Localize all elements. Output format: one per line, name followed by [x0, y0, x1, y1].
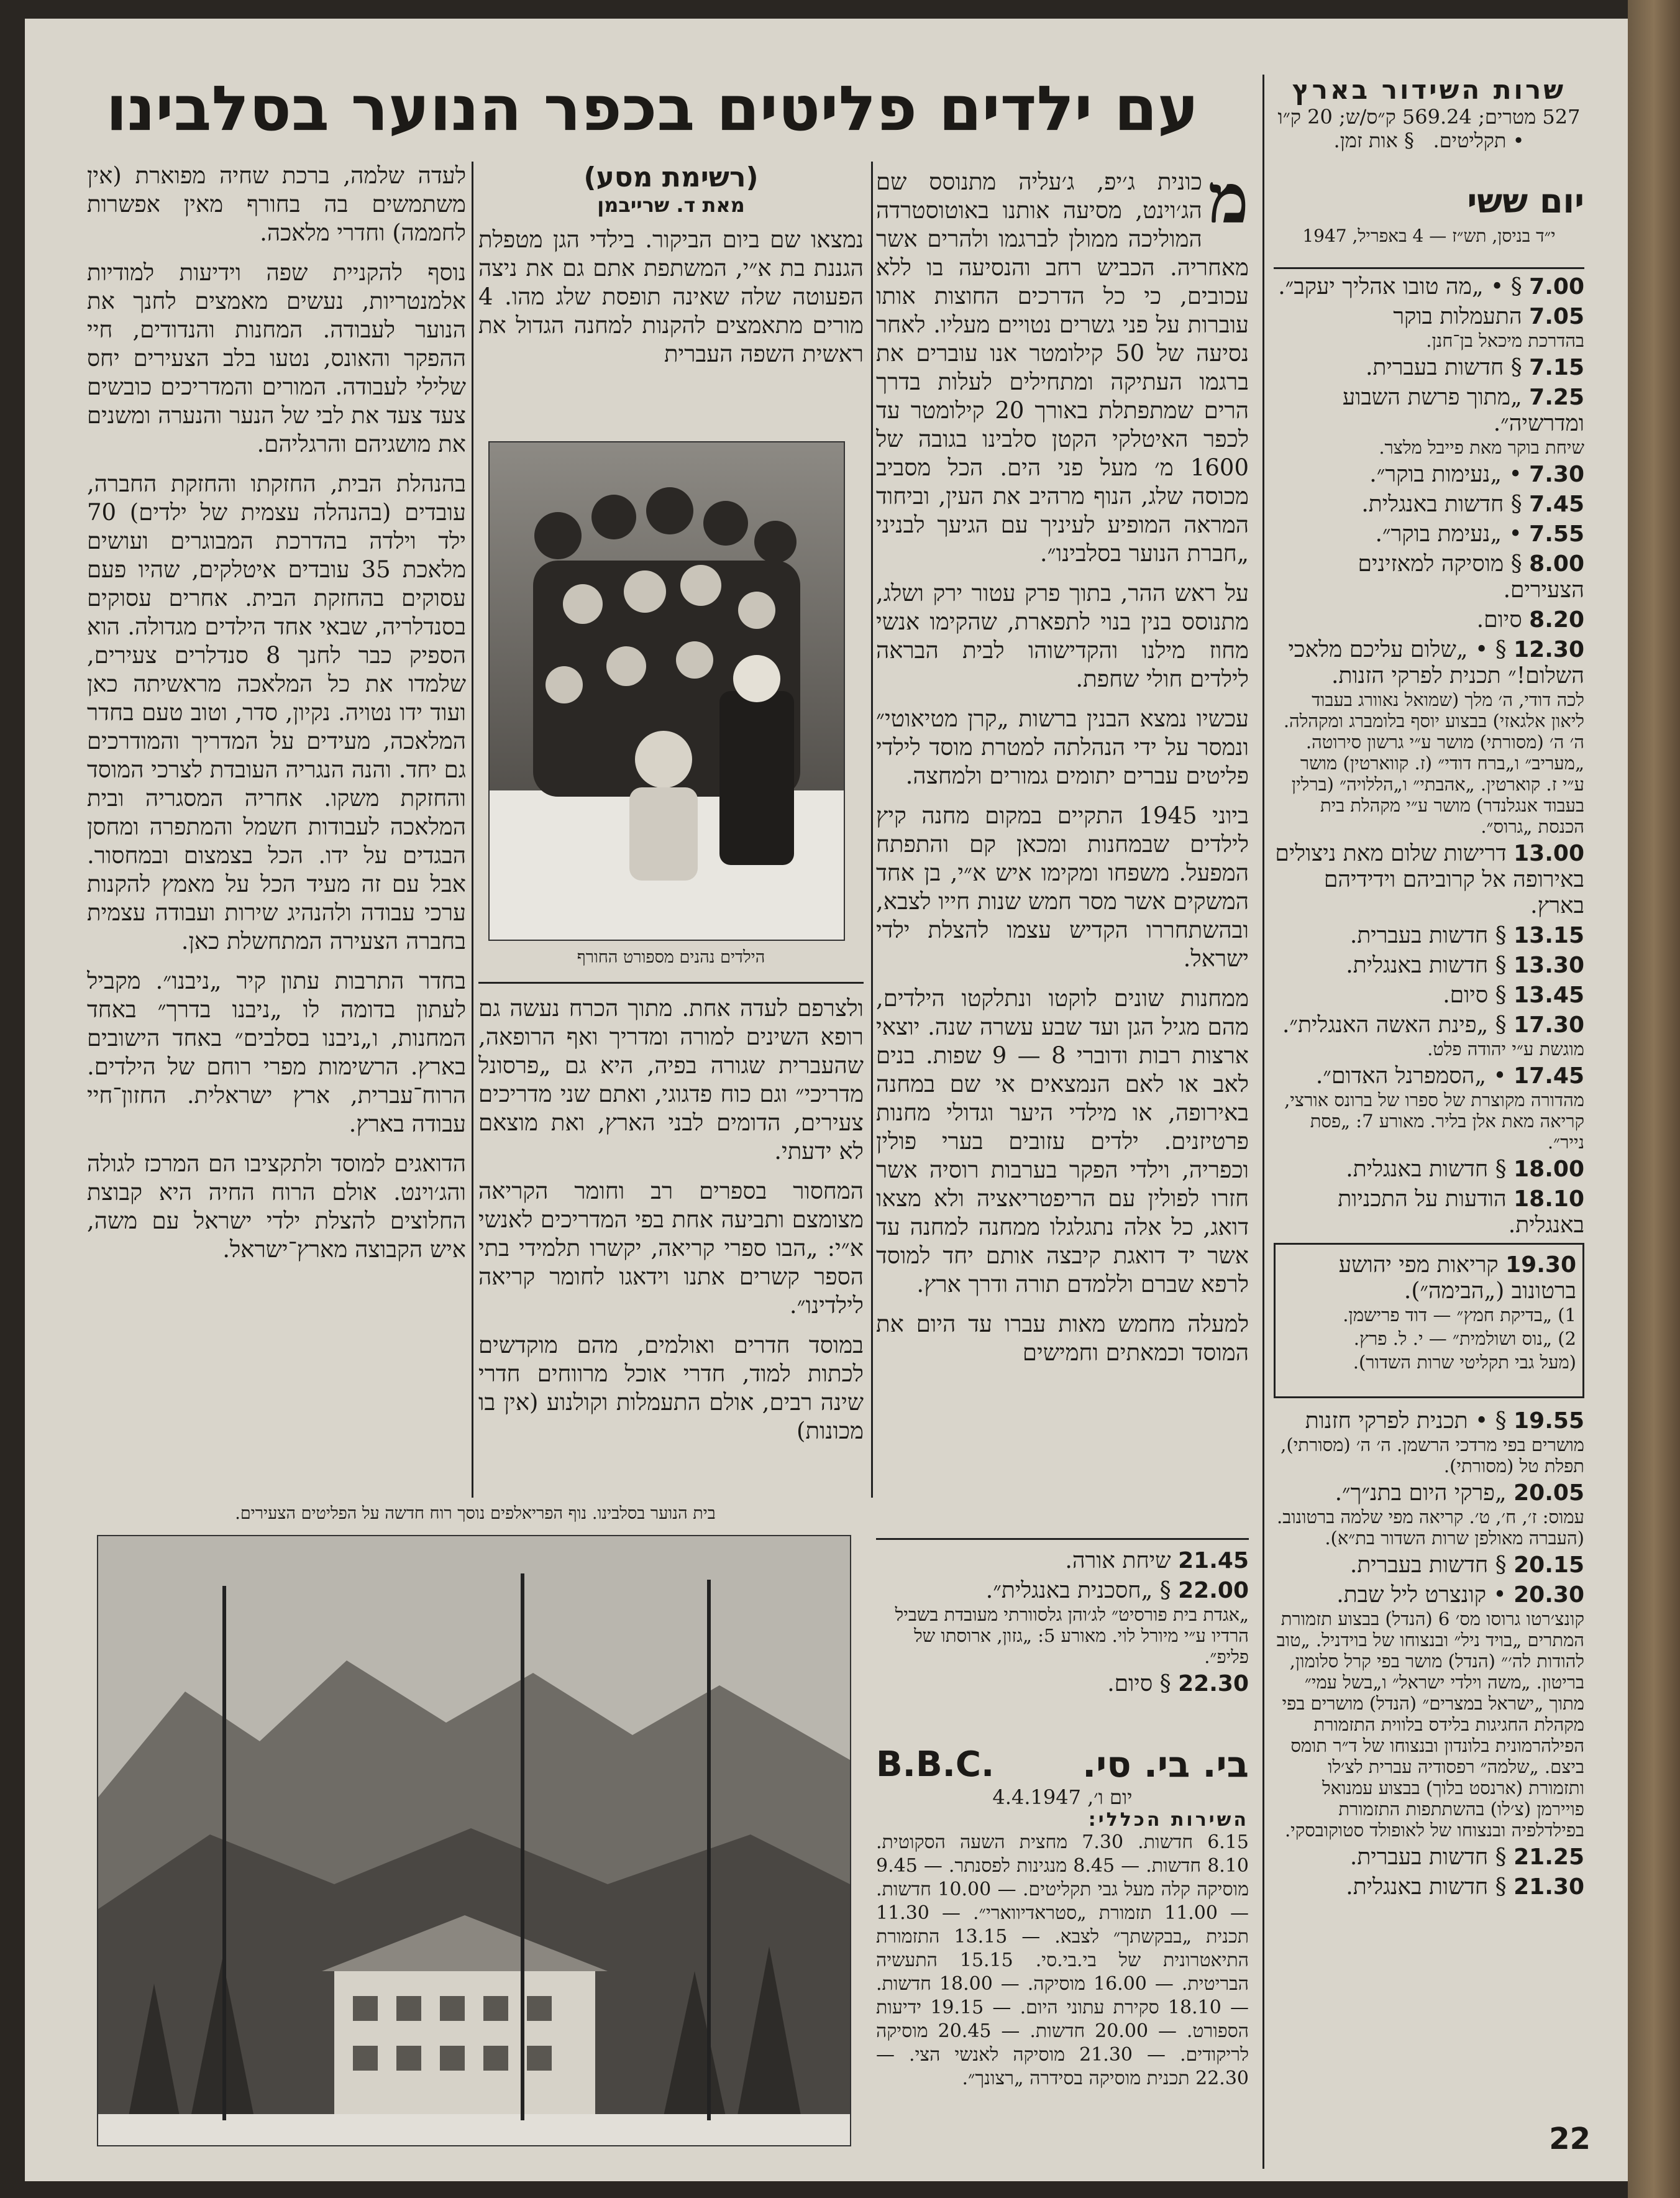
article-subtitle: (רשימת מסע) — [583, 162, 759, 193]
column-rule — [1262, 75, 1264, 2169]
schedule-item — [1274, 1552, 1584, 1578]
schedule-item — [1274, 607, 1584, 633]
schedule-item — [1274, 1844, 1584, 1871]
day-date: י״ד בניסן, תש״ז — 4 באפריל, 1947 — [1302, 226, 1556, 246]
column-rule — [871, 162, 873, 1498]
article-paragraph: ביוני 1945 התקיים במקום מחנה קיץ לילדים שבמחנות ומכאן קם והתפתח המפעל. משפחו ומקימו איש א״י, בן אחד המשקים אשר מסר חמש שנות חייו לצבא, ובהשתחררו הקדיש עצמו להצלת ילדי ישראל. — [876, 802, 1249, 972]
schedule-time: 8.00 — [1529, 551, 1584, 577]
home-photo — [97, 1535, 851, 2146]
schedule-time: 17.30 — [1513, 1012, 1584, 1038]
divider — [876, 1538, 1249, 1540]
station-title: שרות השידור בארץ — [1292, 75, 1566, 105]
article-paragraph: ממחנות שונים לוקטו ונתלקטו הילדים, מהם מגיל הגן ועד שבע עשרה שנה. יוצאי ארצות רבות ודוברי 8 — 9 שפות. בנים לאב או לאם הנמצאים אי שם במחנה באירופה, או מילדי היער וגדולי מחנות פרטיזנים. ילדים עזובים בערי פולין וכפריה, וילדי הפקר בערבות רוסיה אשר חזרו לפולין עם הריפטריאציה ולא מצאו דואג, כל אלה נתגלגלו ממחנה למחנה עד אשר יד דואגת קיבצה אותם יחד למוסד לרפא שברם וללמדם תורה ודרך ארץ. — [876, 985, 1249, 1298]
article-column-2-top — [478, 162, 864, 441]
day-title: יום ששי — [1467, 181, 1584, 221]
book-edge — [1628, 0, 1680, 2198]
schedule-title: § • „מה טובו אהליך יעקב״. — [1278, 274, 1522, 300]
article-paragraph: בחדר התרבות עתון קיר „ניבנו״. מקביל לעתון בדומה לו „ניבנו בדרך״ באחד המחנות, ו„ניבנו בסלבים״ באחד הישובים בארץ. הרשימות מפרי רוחם של הילדים. הרוח־עברית, ארץ ישראלית. החזון־חיי עבודה בארץ. — [87, 968, 466, 1137]
article-column-2-bottom — [478, 994, 864, 1491]
article-paragraph: המחסור בספרים רב וחומר הקריאה מצומצם ותביעה אחת בפי המדריכים לאנשי א״י: „הבו ספרי קריאה, יקשרו תלמידי בתי הספר קשרים אתנו וידאגו לחומר קריאה לילדינו״. — [478, 1178, 864, 1319]
schedule-title: • „נעימת בוקר״. — [1375, 521, 1522, 547]
schedule-time: 8.20 — [1529, 607, 1584, 633]
schedule-title: • „נעימות בוקר״. — [1369, 462, 1522, 487]
schedule-item — [1274, 1186, 1584, 1234]
schedule-note: לכה דודי, ה׳ מלך (שמואל נאוורג בעבוד ליאון אלגאזי) בבצוע יוסף בלומברג ומקהלה. ה׳ ה׳ (מסורתי) מושר ע״י גרשון סירוטה. „מעריב״ ו„ברח דודי״ (ז. קווארטין) מושר ע״י ז. קוארטין. „אהבתי״ ו„הללויה״ (ברלין בעבוד אנגלנדר) מושר ע״י מקהלת בית הכנסת „גרוס״. — [1283, 689, 1584, 837]
article-paragraph: במוסד חדרים ואולמים, מהם מוקדשים לכתות למוד, חדרי אוכל מרווחים חדרי שינה רבים, אולם התעמלות וקולנוע (אין בו מכונות) — [478, 1332, 864, 1444]
article-headline: עם ילדים פליטים בכפר הנוער בסלבינו — [106, 72, 1199, 145]
column-rule — [472, 162, 473, 1498]
schedule-time: 20.30 — [1513, 1582, 1584, 1608]
schedule-note: מהדורה מקוצרת של ספרו של ברונס אורצי, קריאה מאת אלן בליר. מאורע 7: „פסת נייר״. — [1284, 1089, 1584, 1153]
divider — [478, 982, 864, 984]
schedule-title: § „חסכנית באנגלית״. — [985, 1578, 1171, 1603]
children-photo — [488, 441, 845, 941]
schedule-title: § חדשות בעברית. — [1349, 1844, 1507, 1870]
bbc-title-english: B.B.C. — [876, 1744, 995, 1785]
article-byline: מאת ד. שרייבמן — [597, 193, 745, 217]
bbc-day: יום ו׳, — [1087, 1785, 1133, 1809]
schedule-item — [1274, 1408, 1584, 1434]
schedule-time: 17.45 — [1513, 1063, 1584, 1089]
bbc-title-hebrew: בי. בי. סי. — [1082, 1743, 1249, 1785]
article-paragraph: בהנהלת הבית, החזקתו והחזקת החברה, עובדים (בהנהלה עצמית של ילדים) 70 ילד וילדה בהדרכת המבוגרים ועושים מלאכת 35 עובדים איטלקים, שהיו פעם עסוקים בהחזקת הבית. אחרים עסוקים בסנדלריה, שבאי אחד הילדים מגדולה. הוא הספיק כבר לחנך 8 סנדלרים צעירים, שלמדו את כל המלאכה מראשיתה כאן ועוד ידו נטויה. נקיון, סדר, וטוב טעם בחדר המלאכה, מעידים על המדריך והמודרכים גם יחד. והנה הנגריה העובדת לצרכי המוסד והחזקת משקו. אחריה המסגריה ובית המלאכה לעבודות חשמל והמתפרה ומחסן הבגדים על ידו. הכל בצמצום ובמחסור. אבל עם זה מעיד הכל על מאמץ להקנות ערכי עבודה ולהנהיג שירות ועבודה עצמית בחברה הצעירה המתחשלת כאן. — [87, 470, 466, 955]
radio-schedule — [1274, 270, 1584, 1234]
schedule-item — [1274, 982, 1584, 1009]
schedule-title: § חדשות באנגלית. — [1346, 953, 1507, 978]
radio-schedule-evening — [1274, 1404, 1584, 2169]
schedule-note: בהדרכת מיכאל בן־חנן. — [1426, 330, 1584, 351]
day-header — [1274, 181, 1584, 268]
schedule-title: „פרקי היום בתנ״ך״. — [1335, 1480, 1507, 1506]
station-frequency: 527 מטרים; 569.24 ק״ס/ש; 20 ק״ו — [1277, 105, 1581, 129]
schedule-time: 13.00 — [1513, 841, 1584, 866]
schedule-note: שיחת בוקר מאת פייבל מלצר. — [1379, 437, 1584, 458]
schedule-title: § • „שלום עליכם מלאכי השלום!״ תכנית לפרקי הזנות. — [1288, 637, 1584, 689]
children-snow-photo — [490, 442, 844, 940]
photo-caption: בית הנוער בסלבינו. נוף הפריאלפים נוסך רוח חדשה על הפליטים הצעירים. — [235, 1504, 716, 1523]
schedule-item — [1274, 923, 1584, 949]
schedule-title: • קונצרט ליל שבת. — [1336, 1582, 1507, 1608]
schedule-time: 21.45 — [1178, 1548, 1249, 1573]
schedule-note: עמוס: ז׳, ח׳, ט׳. קריאה מפי שלמה ברטונוב. (העברה מאולפן שרות השדור בת״א). — [1277, 1506, 1584, 1549]
schedule-title: • „הסמפרנל האדום״. — [1315, 1063, 1507, 1089]
schedule-time: 7.45 — [1529, 492, 1584, 517]
schedule-time: 20.05 — [1513, 1480, 1584, 1506]
schedule-item — [1274, 492, 1584, 518]
schedule-time: 7.00 — [1529, 274, 1584, 300]
schedule-item — [1274, 637, 1584, 689]
article-paragraph: הדואגים למוסד ולתקציבו הם המרכז לגולה והג׳וינט. אולם הרוח החיה היא קבוצת החלוצים להצלת ילדי ישראל עם משה, איש הקבוצה מארץ־ישראל. — [87, 1150, 466, 1263]
page-number: 22 — [1549, 2122, 1591, 2156]
schedule-item — [1274, 385, 1584, 437]
schedule-item — [1274, 1156, 1584, 1183]
schedule-item — [1274, 1012, 1584, 1038]
schedule-time: 18.10 — [1513, 1186, 1584, 1212]
bbc-service: השירות הכללי: — [1088, 1809, 1249, 1831]
schedule-item — [876, 1548, 1249, 1574]
schedule-item — [1274, 1582, 1584, 1608]
schedule-time: 13.45 — [1513, 982, 1584, 1008]
program-title: קריאות מפי יהושע ברטונוב („הבימה״). — [1338, 1252, 1576, 1304]
schedule-title: „מתוך פרשת השבוע ומדרשיה״. — [1342, 385, 1584, 436]
schedule-item — [1274, 355, 1584, 381]
article-paragraph: נמצאו שם ביום הביקור. בילדי הגן מטפלת הגננת בת א״י, המשתפת אתם גם את ניצה הפעוטה שלה שאינה תופסת שלג מהו. 4 מורים מתאמצים להקנות למחנה הגדול את ראשית השפה העברית — [478, 226, 864, 367]
schedule-time: 13.15 — [1513, 923, 1584, 948]
article-paragraph: למעלה מחמש מאות עברו עד היום את המוסד וכמאתים וחמישים — [876, 1311, 1249, 1366]
schedule-note: קונצ׳רטו גרוסו מס׳ 6 (הנדל) בבצוע תזמורת המתרים „בויד ניל״ ובנצוחו של בוידניל. „טוב להודות לה׳״ (הנדל) מושר בפי קרל סלומון, בריטון. „משה וילדי ישראל״ ו„בשל עמי״ מתוך „ישראל במצרים״ (הנדל) מושרים בפי מקהלת החגיגות בלידס בלווית התזמורת הפילהרמונית בלונדון ובנצוחו של ד״ר תומס ביצם. „שלמה״ רפסודיה עברית לצ׳לו ותזמורת (ארנסט בלוך) בבצוע עמנואל פויירמן (צ׳לו) בהשתתפות התזמורת בפילדלפיה ובנצוחו של לאופולד סטוקובסקי. — [1276, 1608, 1584, 1841]
schedule-title: התעמלות בוקר — [1393, 304, 1522, 329]
article-paragraph: נוסף להקניית שפה וידיעות למודיות אלמנטריות, נעשים מאמצים לחנך את הנוער לעבודה. המחנות והנדודים, חיי ההפקר והאונס, נטעו בלב הצעירים יחס שלילי לעבודה. המורים והמדריכים כובשים צעד צעד את לבי של הנער והנערה ומשנים את מושגיהם והרגליהם. — [87, 259, 466, 457]
schedule-note: מושרים בפי מרדכי הרשמן. ה׳ ה׳ (מסורתי), תפלת טל (מסורתי). — [1281, 1434, 1584, 1477]
schedule-item — [876, 1671, 1249, 1697]
photo-caption: הילדים נהנים מספורט החורף — [577, 948, 765, 967]
schedule-time: 20.15 — [1513, 1552, 1584, 1578]
schedule-item — [1274, 1480, 1584, 1506]
schedule-time: 22.00 — [1178, 1578, 1249, 1603]
schedule-item — [1274, 1874, 1584, 1900]
bbc-date: 4.4.1947 — [992, 1785, 1081, 1809]
schedule-title: דרישות שלום מאת ניצולים באירופה אל קרוביהם וידידיהם בארץ. — [1275, 841, 1584, 918]
schedule-item — [876, 1578, 1249, 1604]
schedule-title: § „פינת האשה האנגלית״. — [1282, 1012, 1507, 1038]
schedule-time: 7.55 — [1529, 521, 1584, 547]
schedule-item — [1274, 953, 1584, 979]
program-line: 1) „בדיקת חמץ״ — דוד פרישמן. — [1343, 1304, 1576, 1326]
schedule-time: 18.00 — [1513, 1156, 1584, 1182]
station-box — [1274, 75, 1584, 174]
article-paragraph: כונית ג׳יפ, ג׳עליה מתנוסס שם הג׳וינט, מסיעה אותנו באוטוסטרדה המוליכה ממולן לברגמו ולהרים אשר מאחריה. הכביש רחב והנסיעה בו ללא עכובים, כי כל הדרכים החוצות אותו עוברות על פני גשרים נטויים מעליו. לאחר נסיעה של 50 קילומטר אנו עוברים את ברגמו העתיקה ומתחילים לעלות בדרך הרים שמתפתלת באורך 20 קילומטר עד לכפר האיטלקי הקטן סלבינו בגובה של 1600 מ׳ מעל פני הים. הכל מסביב מכוסה שלג, הנוף מרהיב את העין, וביחוד המראה המופיע לעיניך עם הגיעך לבניני „חברת הנוער בסלבינו״. — [876, 168, 1249, 567]
legend-time-signal: § אות זמן. — [1333, 129, 1415, 152]
schedule-title: שיחת אורה. — [1065, 1548, 1171, 1573]
article-paragraph: ולצרפם לעדה אחת. מתוך הכרח נעשה גם רופא השינים למורה ומדריך ואף הרופאה, שהעברית שגורה בפיה, היא גם „פרסונל מדריכי״ וגם כוח פדגוגי, ואתם שני מדריכים צעירים, הדומים לבני הארץ, ואת מוצאם לא ידעתי. — [478, 995, 864, 1165]
program-time: 19.30 — [1505, 1252, 1576, 1278]
schedule-title: § • תכנית לפרקי חזנות — [1305, 1408, 1507, 1434]
schedule-title: הודעות על התכניות באנגלית. — [1338, 1186, 1584, 1234]
schedule-time: 19.55 — [1513, 1408, 1584, 1434]
schedule-item — [1274, 304, 1584, 330]
schedule-item — [1274, 462, 1584, 488]
program-line: (מעל גבי תקליטי שרות השדור). — [1353, 1352, 1576, 1373]
schedule-time: 21.25 — [1513, 1844, 1584, 1870]
bbc-listing: 6.15 חדשות. 7.30 מחצית השעה הסקוטית. 8.10 חדשות. — 8.45 מנגינות לפסנתר. — 9.45 מוסיקה קלה מעל גבי תקליטים. — 10.00 חדשות. — 11.00 תזמורת „סטראדיווארי״. — 11.30 תכנית „בבקשתך״ לצבא. — 13.15 התזמורת התיאטרונית של בי.בי.סי. 15.15 התעשיה הבריטית. — 16.00 מוסיקה. — 18.00 חדשות. — 18.10 סקירת עתוני היום. — 19.15 ידיעות הספורט. — 20.00 חדשות. — 20.45 מוסיקה לריקודים. — 21.30 מוסיקה לאנשי הצי. — 22.30 תכנית מוסיקה בסידרה „רצונך״. — [876, 1831, 1249, 2089]
mountain-house-photo — [98, 1536, 850, 2145]
schedule-title: § מוסיקה למאזינים הצעירים. — [1358, 551, 1584, 603]
article-paragraph: עכשיו נמצא הבנין ברשות „קרן מטיאוטי״ ונמסר על ידי הנהלתה למטרת מוסד לילדי פליטים עברים יתומים גמורים ולמחצה. — [876, 705, 1249, 789]
schedule-item — [1274, 521, 1584, 547]
schedule-title: § חדשות בעברית. — [1349, 923, 1507, 948]
schedule-title: § חדשות באנגלית. — [1346, 1156, 1507, 1182]
schedule-item — [1274, 274, 1584, 300]
schedule-time: 7.05 — [1529, 304, 1584, 329]
schedule-title: § חדשות בעברית. — [1349, 1552, 1507, 1578]
schedule-note: מוגשת ע״י יהודה פלט. — [1427, 1038, 1584, 1060]
divider — [1274, 267, 1584, 269]
schedule-title: § סיום. — [1443, 982, 1507, 1008]
schedule-title: סיום. — [1476, 607, 1522, 633]
magazine-page — [25, 19, 1628, 2181]
schedule-time: 21.30 — [1513, 1874, 1584, 1900]
schedule-item — [1274, 551, 1584, 603]
schedule-note: „אגדת בית פורסיט״ לג׳והן גלסוורתי מעובדת בשביל הרדיו ע״י מיורל לוי. מאורע 5: „גזון, ארוסתו של פליפ״. — [895, 1604, 1249, 1667]
schedule-title: § חדשות בעברית. — [1365, 355, 1522, 380]
schedule-title: § חדשות באנגלית. — [1346, 1874, 1507, 1900]
schedule-time: 7.30 — [1529, 462, 1584, 487]
schedule-time: 7.15 — [1529, 355, 1584, 380]
boxed-program — [1274, 1243, 1584, 1398]
schedule-time: 22.30 — [1178, 1671, 1249, 1697]
schedule-item — [1274, 841, 1584, 919]
late-schedule — [876, 1544, 1249, 1743]
schedule-title: § סיום. — [1107, 1671, 1171, 1697]
schedule-title: § חדשות באנגלית. — [1361, 492, 1522, 517]
bbc-section — [876, 1743, 1249, 2166]
schedule-time: 7.25 — [1529, 385, 1584, 410]
program-line: 2) „נוס ושולמית״ — י. ל. פרץ. — [1353, 1328, 1576, 1349]
drop-cap: מ — [1208, 168, 1249, 239]
article-column-1 — [876, 168, 1249, 1491]
legend-records: • תקליטים. — [1433, 129, 1525, 152]
article-column-3 — [87, 162, 466, 1491]
article-paragraph: לעדה שלמה, ברכת שחיה מפוארת (אין משתמשים בה בחורף מאין אפשרות לחממה) וחדרי מלאכה. — [87, 162, 466, 246]
schedule-time: 12.30 — [1513, 637, 1584, 662]
article-paragraph: על ראש ההר, בתוך פרק עטור ירק ושלג, מתנוסס בנין בנוי לתפארת, שהקימו אנשי מחוז מילנו והקדישוהו לבית הבראה לילדים חולי שחפת. — [876, 580, 1249, 692]
schedule-item — [1274, 1063, 1584, 1089]
schedule-time: 13.30 — [1513, 953, 1584, 978]
